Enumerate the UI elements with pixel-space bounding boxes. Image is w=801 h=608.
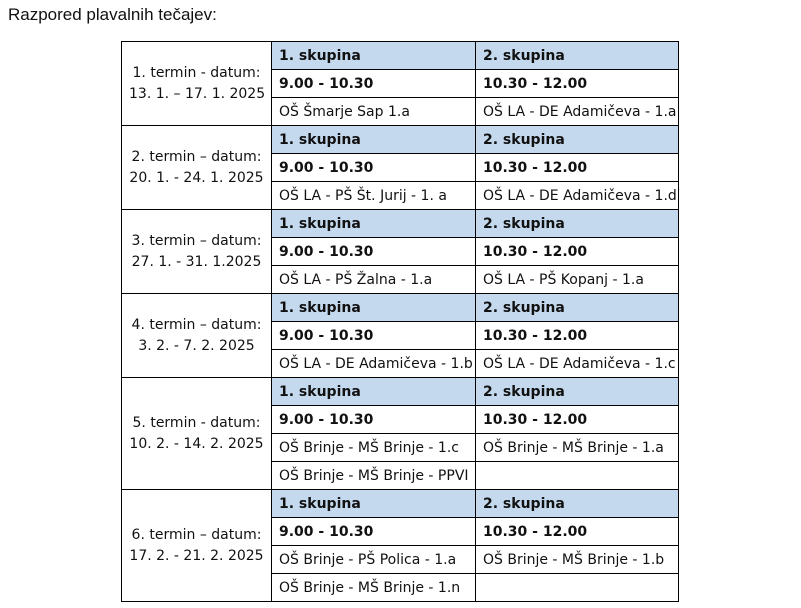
term-group-header-row: [122, 294, 679, 322]
group-1-time: 9.00 - 10.30: [272, 322, 476, 350]
term-label: 4. termin – datum:: [131, 316, 262, 333]
group-2-school: [476, 462, 679, 490]
group-1-school: OŠ Brinje - MŠ Brinje - PPVI: [272, 462, 476, 490]
group-1-header: 1. skupina: [272, 490, 476, 518]
group-2-time: 10.30 - 12.00: [476, 238, 679, 266]
group-2-school: OŠ Brinje - MŠ Brinje - 1.a: [476, 434, 679, 462]
term-dates: 27. 1. - 31. 1.2025: [131, 253, 262, 270]
schedule-table: [121, 41, 679, 602]
group-2-school: OŠ LA - DE Adamičeva - 1.d: [476, 182, 679, 210]
group-1-school: OŠ Brinje - PŠ Polica - 1.a: [272, 546, 476, 574]
group-1-school: OŠ Brinje - MŠ Brinje - 1.n: [272, 574, 476, 602]
term-label: 5. termin - datum:: [132, 414, 261, 431]
term-label: 2. termin – datum:: [131, 148, 262, 165]
group-2-time: 10.30 - 12.00: [476, 154, 679, 182]
group-1-time: 9.00 - 10.30: [272, 406, 476, 434]
group-2-school: OŠ LA - DE Adamičeva - 1.a: [476, 98, 679, 126]
term-label: 1. termin - datum:: [132, 64, 261, 81]
term-dates: 10. 2. - 14. 2. 2025: [129, 435, 264, 452]
group-1-time: 9.00 - 10.30: [272, 154, 476, 182]
group-1-time: 9.00 - 10.30: [272, 238, 476, 266]
term-cell: [122, 126, 272, 210]
group-1-header: 1. skupina: [272, 378, 476, 406]
group-2-school: OŠ LA - PŠ Kopanj - 1.a: [476, 266, 679, 294]
term-dates: 17. 2. - 21. 2. 2025: [129, 547, 264, 564]
group-1-school: OŠ LA - DE Adamičeva - 1.b: [272, 350, 476, 378]
term-dates: 3. 2. - 7. 2. 2025: [138, 337, 255, 354]
group-2-header: 2. skupina: [476, 378, 679, 406]
group-2-school: [476, 574, 679, 602]
term-cell: [122, 490, 272, 602]
group-2-time: 10.30 - 12.00: [476, 322, 679, 350]
term-cell: [122, 42, 272, 126]
group-1-header: 1. skupina: [272, 294, 476, 322]
term-group-header-row: [122, 378, 679, 406]
group-2-header: 2. skupina: [476, 490, 679, 518]
term-group-header-row: [122, 210, 679, 238]
group-1-time: 9.00 - 10.30: [272, 70, 476, 98]
group-1-header: 1. skupina: [272, 42, 476, 70]
group-1-time: 9.00 - 10.30: [272, 518, 476, 546]
group-1-school: OŠ LA - PŠ Žalna - 1.a: [272, 266, 476, 294]
group-1-school: OŠ Brinje - MŠ Brinje - 1.c: [272, 434, 476, 462]
group-2-time: 10.30 - 12.00: [476, 70, 679, 98]
term-cell: [122, 210, 272, 294]
term-dates: 13. 1. – 17. 1. 2025: [129, 85, 266, 102]
group-2-header: 2. skupina: [476, 210, 679, 238]
group-2-header: 2. skupina: [476, 294, 679, 322]
group-1-school: OŠ LA - PŠ Št. Jurij - 1. a: [272, 182, 476, 210]
group-2-school: OŠ LA - DE Adamičeva - 1.c: [476, 350, 679, 378]
group-2-time: 10.30 - 12.00: [476, 406, 679, 434]
group-1-school: OŠ Šmarje Sap 1.a: [272, 98, 476, 126]
term-label: 6. termin – datum:: [131, 526, 262, 543]
page-title: Razpored plavalnih tečajev:: [8, 5, 217, 24]
group-2-time: 10.30 - 12.00: [476, 518, 679, 546]
term-group-header-row: [122, 126, 679, 154]
term-cell: [122, 294, 272, 378]
term-label: 3. termin – datum:: [131, 232, 262, 249]
group-2-header: 2. skupina: [476, 42, 679, 70]
group-2-school: OŠ Brinje - MŠ Brinje - 1.b: [476, 546, 679, 574]
group-1-header: 1. skupina: [272, 210, 476, 238]
group-1-header: 1. skupina: [272, 126, 476, 154]
term-group-header-row: [122, 42, 679, 70]
term-group-header-row: [122, 490, 679, 518]
term-dates: 20. 1. - 24. 1. 2025: [129, 169, 264, 186]
term-cell: [122, 378, 272, 490]
group-2-header: 2. skupina: [476, 126, 679, 154]
